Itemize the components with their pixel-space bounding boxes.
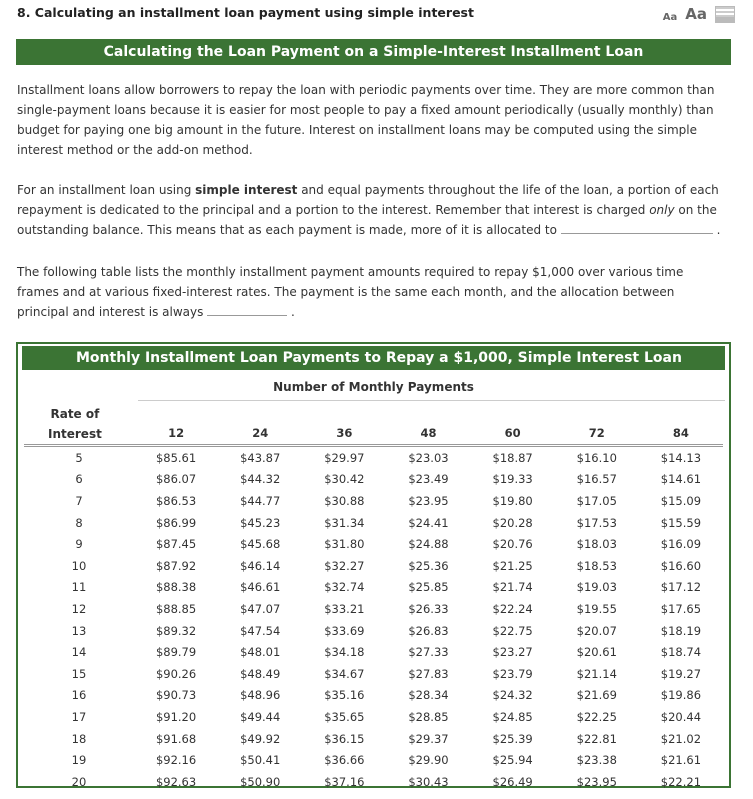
payment-cell: $35.65 (324, 709, 365, 724)
increase-font-button[interactable]: Aa (685, 5, 707, 23)
payment-cell: $21.14 (576, 666, 617, 681)
payment-cell: $25.39 (492, 731, 533, 746)
table-row (24, 706, 723, 728)
payment-cell: $17.53 (576, 515, 617, 530)
payment-cell: $26.33 (408, 601, 449, 616)
payment-cell: $20.61 (576, 645, 617, 660)
payment-cell: $23.27 (492, 645, 533, 660)
payment-cell: $36.66 (324, 753, 365, 768)
table-title: Monthly Installment Loan Payments to Repay a $1,000, Simple Interest Loan (22, 346, 725, 370)
payment-cell: $20.44 (660, 709, 702, 724)
text: and equal payments throughout the life of the loan, a portion of each repayment is dedicated to the principal and a portion to the interest. Remember that interest is charged (17, 183, 719, 217)
payment-cell: $24.32 (492, 688, 533, 703)
table-row (24, 728, 723, 750)
payment-cell: $24.41 (408, 515, 449, 530)
column-header: 72 (555, 424, 639, 446)
payment-cell: $47.54 (240, 623, 281, 638)
payment-cell: $43.87 (240, 450, 281, 465)
payment-cell: $44.32 (240, 472, 281, 487)
table-row (24, 512, 723, 534)
payment-cell: $23.95 (408, 493, 449, 508)
payment-cell: $24.85 (492, 709, 533, 724)
text: . (712, 223, 721, 237)
payment-cell: $21.02 (660, 731, 702, 746)
table-row (24, 749, 723, 771)
rate-cell: 12 (71, 601, 87, 616)
payment-cell: $19.33 (492, 472, 533, 487)
payment-cell: $28.34 (408, 688, 449, 703)
rate-cell: 5 (75, 450, 83, 465)
payment-cell: $14.61 (660, 472, 702, 487)
rate-cell: 10 (71, 558, 87, 573)
payment-table (24, 424, 723, 793)
payment-cell: $49.44 (240, 709, 281, 724)
text: For an installment loan using (17, 183, 196, 197)
payment-cell: $23.95 (576, 774, 617, 789)
payment-cell: $27.83 (408, 666, 449, 681)
payment-cell: $26.49 (492, 774, 533, 789)
payment-cell: $88.38 (155, 580, 197, 595)
table-row (24, 771, 723, 793)
column-header: 60 (471, 424, 555, 446)
payment-cell: $45.68 (240, 537, 281, 552)
rate-cell: 20 (71, 774, 87, 789)
header-row (24, 424, 723, 446)
payment-cell: $19.27 (660, 666, 702, 681)
table-row (24, 533, 723, 555)
payment-cell: $88.85 (155, 601, 197, 616)
payment-cell: $22.21 (660, 774, 702, 789)
payment-cell: $87.45 (155, 537, 197, 552)
column-header: 12 (134, 424, 218, 446)
payment-cell: $92.63 (155, 774, 197, 789)
payment-cell: $86.99 (155, 515, 197, 530)
text: . (287, 305, 295, 319)
payment-cell: $25.85 (408, 580, 449, 595)
table-row (24, 490, 723, 512)
column-group-header: Number of Monthly Payments (273, 380, 474, 394)
payment-cell: $92.16 (155, 753, 197, 768)
table-intro-paragraph (17, 262, 727, 322)
payment-cell: $20.76 (492, 537, 533, 552)
payment-cell: $36.15 (324, 731, 365, 746)
payment-cell: $46.14 (240, 558, 281, 573)
intro-paragraph: Installment loans allow borrowers to repay the loan with periodic payments over time. They are more common than single-payment loans because it is easier for most people to pay a fixed amount periodically (usually monthly) than budget for paying one big amount in the future. Interest on installment loans may be computed using the simple interest method or the add-on method. (17, 83, 715, 157)
answer-dropdown-2[interactable] (207, 303, 287, 316)
payment-cell: $50.41 (240, 753, 281, 768)
answer-dropdown-1[interactable] (561, 221, 713, 234)
payment-cell: $17.65 (660, 601, 702, 616)
toolbar (663, 5, 735, 23)
payment-cell: $32.27 (324, 558, 365, 573)
payment-cell: $44.77 (240, 493, 281, 508)
rate-cell: 8 (75, 515, 83, 530)
payment-cell: $85.61 (155, 450, 197, 465)
payment-cell: $16.60 (660, 558, 702, 573)
payment-cell: $21.74 (492, 580, 533, 595)
payment-cell: $29.97 (324, 450, 365, 465)
payment-cell: $21.61 (660, 753, 702, 768)
payment-cell: $29.90 (408, 753, 449, 768)
table-row (24, 555, 723, 577)
table-row (24, 577, 723, 599)
question-title: 8. Calculating an installment loan payment using simple interest (17, 5, 474, 20)
payment-cell: $49.92 (240, 731, 281, 746)
simple-interest-paragraph (17, 180, 727, 240)
payment-cell: $20.07 (576, 623, 617, 638)
rate-cell: 17 (71, 709, 87, 724)
payment-cell: $22.81 (576, 731, 617, 746)
payment-cell: $86.53 (155, 493, 197, 508)
payment-cell: $33.21 (324, 601, 365, 616)
payment-cell: $14.13 (660, 450, 702, 465)
payment-cell: $18.19 (660, 623, 702, 638)
payment-cell: $19.03 (576, 580, 617, 595)
payment-cell: $25.36 (408, 558, 449, 573)
payment-cell: $16.09 (660, 537, 702, 552)
payment-cell: $24.88 (408, 537, 449, 552)
payment-cell: $91.68 (155, 731, 197, 746)
payment-cell: $31.80 (324, 537, 365, 552)
payment-cell: $34.18 (324, 645, 365, 660)
payment-cell: $87.92 (155, 558, 197, 573)
payment-cell: $35.16 (324, 688, 365, 703)
payment-cell: $90.73 (155, 688, 197, 703)
rate-cell: 7 (75, 493, 83, 508)
table-row (24, 446, 723, 469)
italic-text: only (649, 203, 675, 217)
payment-cell: $48.96 (240, 688, 281, 703)
payment-cell: $91.20 (155, 709, 197, 724)
column-header: 84 (639, 424, 723, 446)
payment-cell: $15.09 (660, 493, 702, 508)
payment-cell: $86.07 (155, 472, 197, 487)
payment-cell: $16.10 (576, 450, 617, 465)
payment-cell: $23.38 (576, 753, 617, 768)
column-header: 48 (386, 424, 470, 446)
payment-cell: $21.69 (576, 688, 617, 703)
payment-cell: $15.59 (660, 515, 702, 530)
payment-cell: $31.34 (324, 515, 365, 530)
payment-cell: $48.01 (240, 645, 281, 660)
payment-cell: $89.32 (155, 623, 197, 638)
table-row (24, 641, 723, 663)
rate-cell: 15 (71, 666, 87, 681)
payment-cell: $32.74 (324, 580, 365, 595)
section-banner: Calculating the Loan Payment on a Simple-Interest Installment Loan (16, 39, 731, 65)
payment-cell: $30.43 (408, 774, 449, 789)
payment-cell: $17.12 (660, 580, 702, 595)
payment-cell: $16.57 (576, 472, 617, 487)
rate-cell: 11 (71, 580, 87, 595)
bold-text: simple interest (195, 183, 298, 197)
text: on the outstanding balance. This means that as each payment is made, more of it is allocated to (17, 203, 717, 237)
payment-cell: $50.90 (240, 774, 281, 789)
payment-cell: $30.88 (324, 493, 365, 508)
payment-cell: $26.83 (408, 623, 449, 638)
payment-cell: $17.05 (576, 493, 617, 508)
payment-cell: $25.94 (492, 753, 533, 768)
payment-cell: $33.69 (324, 623, 365, 638)
table-row (24, 620, 723, 642)
payment-cell: $18.03 (576, 537, 617, 552)
payment-cell: $27.33 (408, 645, 449, 660)
table-row (24, 469, 723, 491)
rate-cell: 18 (71, 731, 87, 746)
payment-cell: $23.79 (492, 666, 533, 681)
divider (138, 400, 725, 401)
column-header: 24 (218, 424, 302, 446)
decrease-font-button[interactable]: Aa (662, 12, 678, 23)
payment-cell: $30.42 (324, 472, 365, 487)
payment-cell: $22.75 (492, 623, 533, 638)
payment-cell: $34.67 (324, 666, 365, 681)
table-row (24, 598, 723, 620)
payment-cell: $48.49 (240, 666, 281, 681)
payment-cell: $19.55 (576, 601, 617, 616)
payment-cell: $29.37 (408, 731, 449, 746)
payment-cell: $47.07 (240, 601, 281, 616)
rate-cell: 9 (75, 537, 83, 552)
rate-cell: 14 (71, 645, 87, 660)
payment-cell: $18.53 (576, 558, 617, 573)
payment-cell: $20.28 (492, 515, 533, 530)
payment-cell: $90.26 (155, 666, 197, 681)
payment-cell: $19.80 (492, 493, 533, 508)
row-header-line: Rate of (50, 407, 100, 421)
payment-cell: $22.25 (576, 709, 617, 724)
table-row (24, 663, 723, 685)
table-row (24, 685, 723, 707)
payment-cell: $18.87 (492, 450, 533, 465)
column-header: 36 (302, 424, 386, 446)
payment-cell: $89.79 (155, 645, 197, 660)
rate-cell: 13 (71, 623, 87, 638)
payment-cell: $22.24 (492, 601, 533, 616)
text: The following table lists the monthly installment payment amounts required to repay $1,000 over various time frames and at various fixed-interest rates. The payment is the same each month, and the allocation between principal and interest is always (17, 265, 684, 319)
payment-cell: $37.16 (324, 774, 365, 789)
rate-cell: 16 (71, 688, 87, 703)
rate-cell: 19 (71, 753, 87, 768)
rate-cell: 6 (75, 472, 83, 487)
row-header-line: Interest (48, 427, 102, 441)
payment-cell: $21.25 (492, 558, 533, 573)
payment-cell: $19.86 (660, 688, 702, 703)
print-icon[interactable] (715, 6, 735, 23)
payment-cell: $45.23 (240, 515, 281, 530)
payment-cell: $23.49 (408, 472, 449, 487)
payment-table-box (16, 342, 731, 788)
payment-cell: $46.61 (240, 580, 281, 595)
payment-cell: $18.74 (660, 645, 702, 660)
payment-cell: $23.03 (408, 450, 449, 465)
payment-cell: $28.85 (408, 709, 449, 724)
